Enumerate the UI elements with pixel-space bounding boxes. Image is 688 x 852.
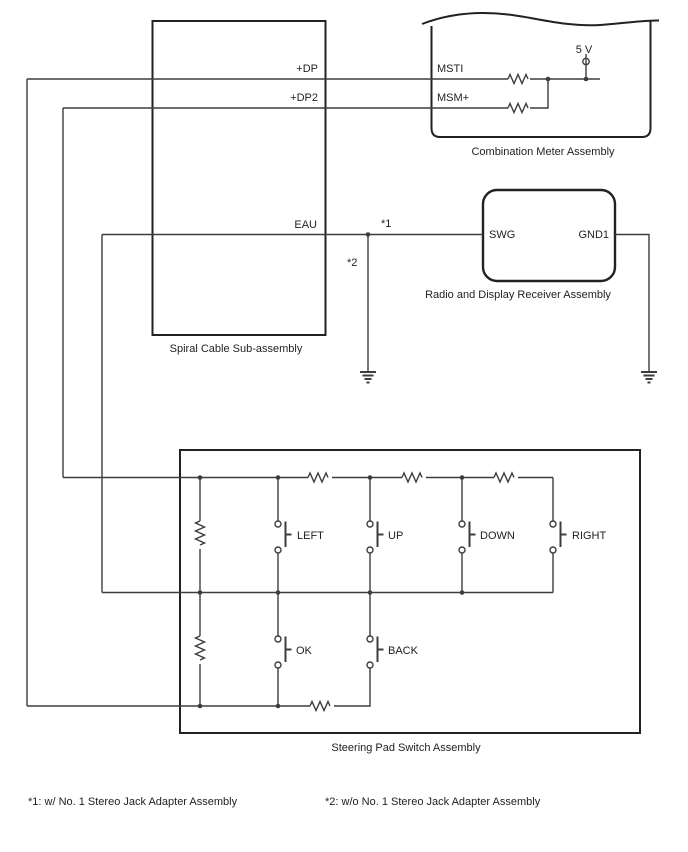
pin-label-msti: MSTI — [437, 63, 464, 75]
switch-down — [459, 478, 476, 593]
switch-label-back: BACK — [388, 645, 418, 657]
switch-label-ok: OK — [296, 645, 312, 657]
switch-back — [367, 593, 384, 669]
wire-msm-join — [530, 79, 548, 108]
pin-label-eau: EAU — [294, 219, 317, 231]
resistor-msti — [508, 75, 528, 84]
supply-label: 5 V — [575, 44, 593, 56]
pin-label-gnd1: GND1 — [578, 229, 609, 241]
combination-meter-torn-edge — [422, 13, 659, 25]
note2-marker: *2 — [347, 257, 358, 269]
resistor-msm — [508, 104, 528, 113]
switch-label-left: LEFT — [297, 530, 324, 542]
bottom-bus-segment — [334, 668, 370, 706]
switch-label-right: RIGHT — [572, 530, 607, 542]
steering-pad-box — [180, 450, 640, 733]
resistor-top-bus-2 — [402, 473, 422, 482]
switch-label-up: UP — [388, 530, 404, 542]
footnote-2: *2: w/o No. 1 Stereo Jack Adapter Assembly — [325, 796, 541, 808]
note1-marker: *1 — [381, 218, 392, 230]
junction-dot — [368, 475, 373, 480]
junction-dot — [198, 590, 203, 595]
wire-gnd1-ground — [615, 235, 649, 372]
switch-right — [550, 478, 567, 593]
resistor-top-bus-3 — [494, 473, 514, 482]
resistor-bottom-bus — [310, 702, 330, 711]
switch-label-down: DOWN — [480, 530, 515, 542]
junction-dot — [368, 590, 373, 595]
pin-label-swg: SWG — [489, 229, 516, 241]
resistor-top-bus-1 — [308, 473, 328, 482]
resistor-vertical-1 — [196, 521, 205, 545]
junction-dot — [276, 475, 281, 480]
radio-receiver-caption: Radio and Display Receiver Assembly — [425, 289, 611, 301]
junction-dot — [546, 77, 551, 82]
spiral-cable-caption: Spiral Cable Sub-assembly — [169, 343, 303, 355]
switch-ok — [275, 593, 292, 707]
ground-icon — [641, 372, 657, 383]
pin-label-msm: MSM+ — [437, 92, 470, 104]
junction-dot — [198, 704, 203, 709]
junction-dot — [366, 232, 371, 237]
junction-dot — [198, 475, 203, 480]
ground-icon — [360, 372, 376, 383]
junction-dot — [584, 77, 589, 82]
footnote-1: *1: w/ No. 1 Stereo Jack Adapter Assembly — [28, 796, 238, 808]
junction-dot — [276, 704, 281, 709]
junction-dot — [460, 475, 465, 480]
steering-pad-caption: Steering Pad Switch Assembly — [331, 742, 481, 754]
switch-up — [367, 478, 384, 593]
junction-dot — [460, 590, 465, 595]
pin-label-dp: +DP — [296, 63, 318, 75]
combination-meter-caption: Combination Meter Assembly — [471, 146, 615, 158]
switch-left — [275, 478, 292, 593]
junction-dot — [276, 590, 281, 595]
pin-label-dp2: +DP2 — [290, 92, 318, 104]
resistor-vertical-2 — [196, 636, 205, 660]
